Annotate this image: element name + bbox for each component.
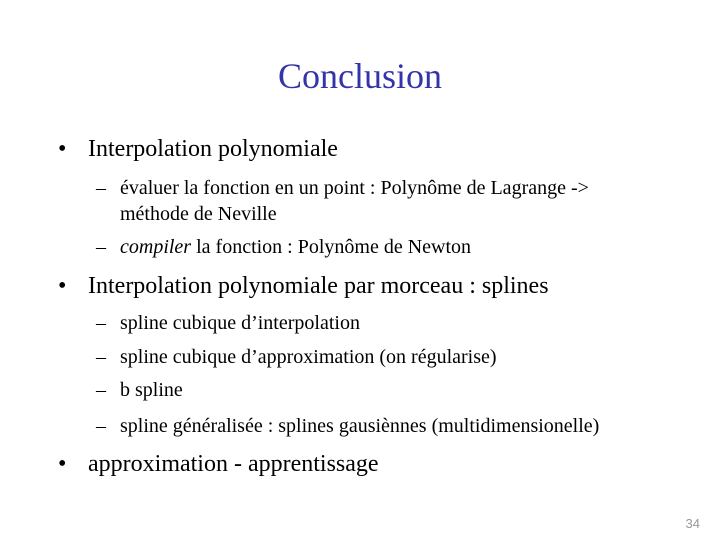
- sub-item-text: [120, 234, 471, 260]
- emphasis-compiler: compiler: [120, 236, 192, 258]
- sub-item-text: évaluer la fonction en un point : Polynôme de Lagrange ->: [120, 177, 589, 199]
- sub-item-lagrange-continuation: méthode de Neville: [120, 203, 277, 225]
- sub-item-text: spline cubique d’interpolation: [120, 312, 360, 334]
- page-number: 34: [685, 516, 700, 531]
- bullet-marker: •: [58, 451, 67, 477]
- dash-marker: –: [96, 177, 106, 199]
- bullet-text: Interpolation polynomiale: [88, 136, 338, 162]
- dash-marker: –: [96, 346, 106, 368]
- bullet-splines: [58, 271, 549, 301]
- slide-title: Conclusion: [277, 56, 442, 96]
- dash-marker: –: [96, 379, 106, 401]
- sub-item-text: spline cubique d’approximation (on régularise): [120, 346, 497, 368]
- bullet-marker: •: [58, 273, 67, 299]
- bullet-marker: •: [58, 136, 67, 162]
- bullet-text: Interpolation polynomiale par morceau : splines: [88, 273, 549, 299]
- sub-item-rest: la fonction : Polynôme de Newton: [191, 236, 472, 258]
- dash-marker: –: [96, 415, 106, 437]
- bullet-text: approximation - apprentissage: [88, 451, 379, 477]
- dash-marker: –: [96, 312, 106, 334]
- dash-marker: –: [96, 236, 106, 258]
- bullet-approximation: [58, 449, 379, 479]
- sub-item-text: b spline: [120, 379, 183, 401]
- bullet-interpolation-polynomiale: [58, 134, 338, 164]
- sub-item-text: spline généralisée : splines gausiènnes (multidimensionelle): [120, 415, 600, 437]
